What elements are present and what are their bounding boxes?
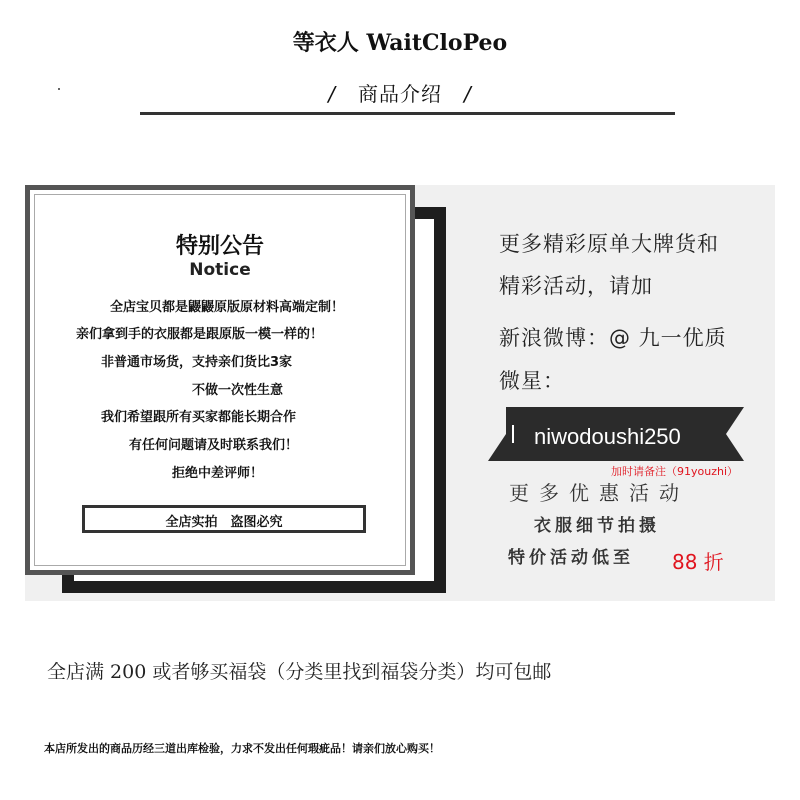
promo-line: 新浪微博：@ 九一优质	[499, 326, 727, 350]
discount-text: 88 折	[672, 550, 724, 574]
stamp-text: 全店实拍 盗图必究	[165, 515, 283, 530]
promo-line: 更多精彩原单大牌货和	[499, 232, 719, 256]
section-title	[0, 78, 800, 107]
notice-line: 非普通市场货，支持亲们货比3家	[101, 355, 293, 370]
promo-line: 微星：	[499, 369, 565, 393]
more-promo-text: 更多优惠活动	[509, 481, 689, 505]
header-divider	[140, 112, 675, 115]
special-price-text: 特价活动低至	[508, 548, 634, 568]
free-shipping-text: 全店满 200 或者够买福袋（分类里找到福袋分类）均可包邮	[47, 661, 552, 683]
quality-footnote: 本店所发出的商品历经三道出库检验，力求不发出任何瑕疵品！请亲们放心购买！	[44, 742, 440, 755]
notice-line: 我们希望跟所有买家都能长期合作	[101, 410, 297, 425]
notice-title: 特别公告	[175, 234, 264, 259]
title-slash-left: /	[328, 82, 336, 106]
notice-line: 全店宝贝都是鼹鼹原版原材料高端定制！	[110, 300, 345, 315]
detail-photo-text: 衣服细节拍摄	[534, 516, 660, 536]
notice-line: 亲们拿到手的衣服都是跟原版一模一样的！	[76, 327, 324, 342]
brand-logo-text: 等衣人 WaitCloPeo	[292, 30, 508, 56]
notice-line: 有任何问题请及时联系我们！	[129, 438, 299, 453]
notice-line: 不做一次性生意	[192, 383, 284, 398]
notice-subtitle: Notice	[189, 260, 251, 280]
title-slash-right: /	[464, 82, 472, 106]
weibo-id-text: niwodoushi250	[534, 424, 681, 449]
section-title-text: 商品介绍	[358, 82, 442, 106]
notice-line: 拒绝中差评师！	[172, 466, 264, 481]
banner-cursor-mark	[512, 425, 514, 443]
promo-line: 精彩活动，请加	[499, 274, 653, 298]
add-note: 加时请备注（91youzhi）	[611, 465, 739, 478]
